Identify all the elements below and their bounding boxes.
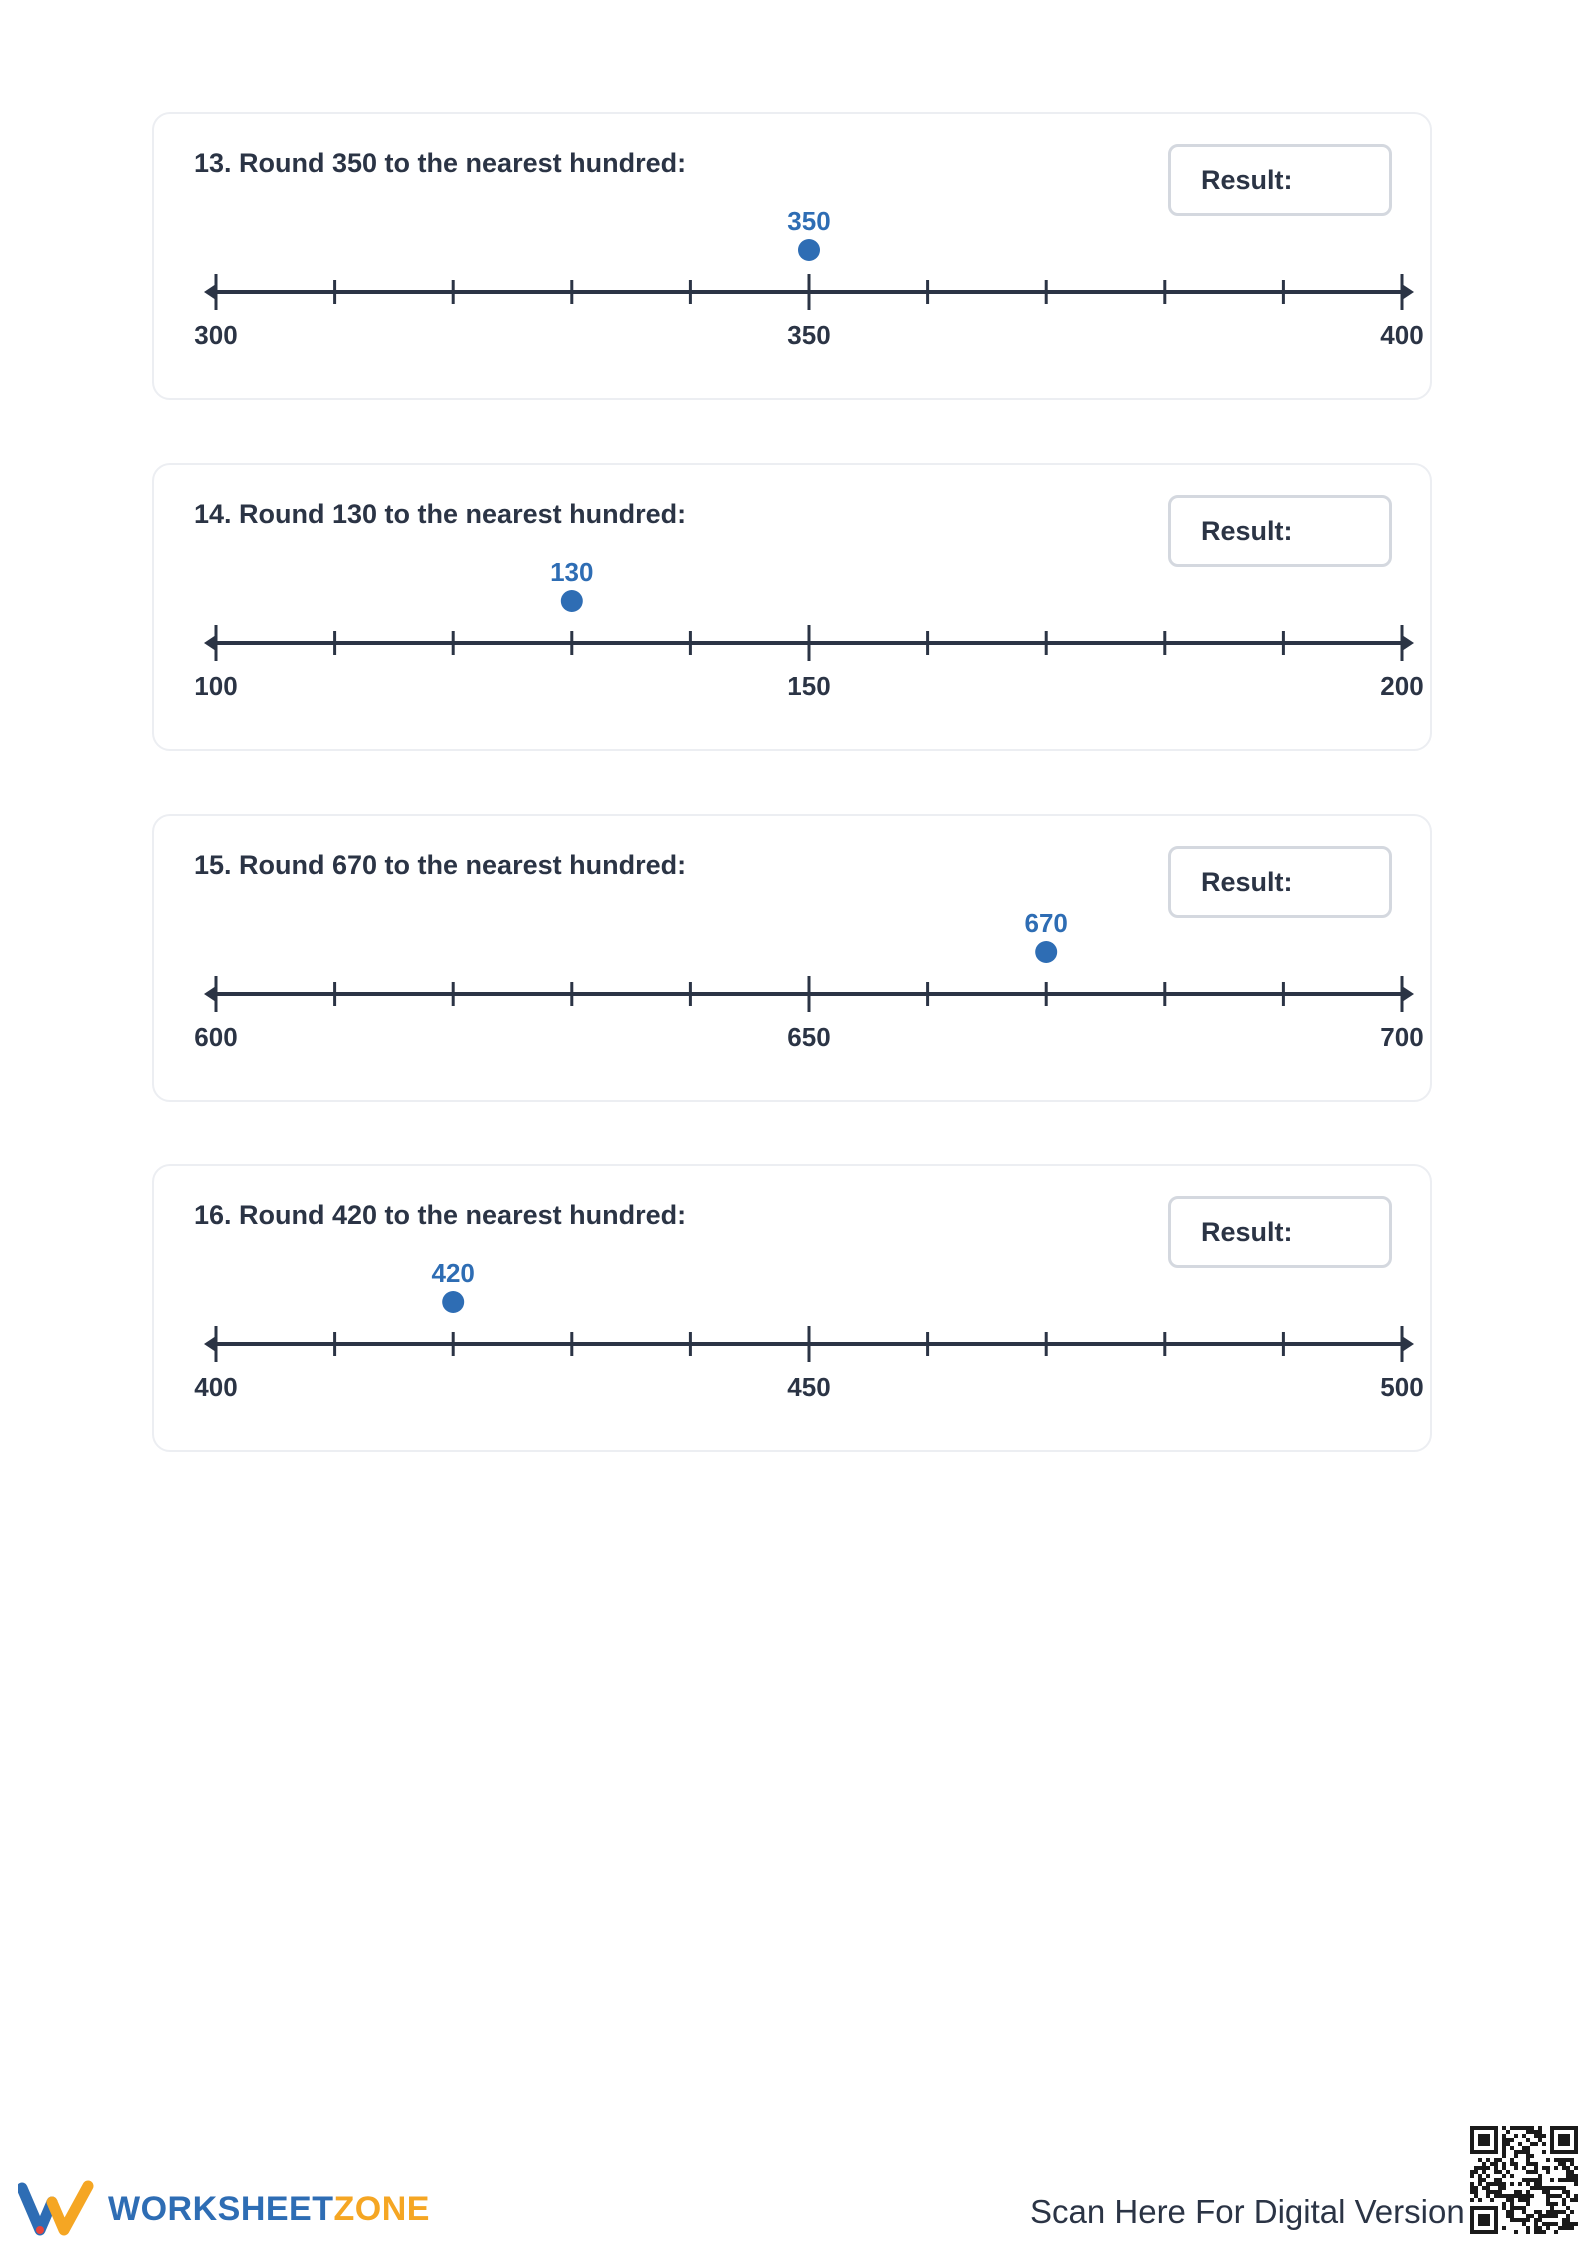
question-text: 13. Round 350 to the nearest hundred: [194, 148, 687, 178]
arrow-left-icon [204, 1336, 216, 1352]
arrow-left-icon [204, 284, 216, 300]
tick-label: 200 [1380, 671, 1424, 701]
value-point [1035, 941, 1057, 963]
number-line [154, 1166, 1434, 1454]
tick-label: 600 [194, 1022, 238, 1052]
tick-label: 100 [194, 671, 238, 701]
arrow-left-icon [204, 986, 216, 1002]
number-line [154, 465, 1434, 753]
value-point [561, 590, 583, 612]
result-label: Result: [1201, 867, 1293, 897]
question-text: 16. Round 420 to the nearest hundred: [194, 1200, 687, 1230]
tick-label: 650 [787, 1022, 831, 1052]
worksheetzone-logo-icon [18, 2180, 98, 2236]
arrow-right-icon [1402, 635, 1414, 651]
brand-name [108, 2190, 430, 2229]
problem-card-14 [152, 463, 1432, 751]
result-label: Result: [1201, 165, 1293, 195]
tick-label: 400 [1380, 320, 1424, 350]
brand-part-worksheet: WORKSHEET [108, 2190, 334, 2228]
question-text: 14. Round 130 to the nearest hundred: [194, 499, 687, 529]
problem-card-15 [152, 814, 1432, 1102]
value-point [442, 1291, 464, 1313]
brand-part-zone: ZONE [333, 2190, 430, 2228]
tick-label: 500 [1380, 1372, 1424, 1402]
value-point-label: 350 [787, 206, 831, 236]
arrow-right-icon [1402, 284, 1414, 300]
value-point-label: 130 [550, 557, 594, 587]
tick-label: 700 [1380, 1022, 1424, 1052]
worksheetzone-logo [18, 2180, 438, 2236]
result-label: Result: [1201, 1217, 1293, 1247]
qr-code-icon[interactable] [1470, 2126, 1578, 2234]
arrow-left-icon [204, 635, 216, 651]
tick-label: 350 [787, 320, 831, 350]
arrow-right-icon [1402, 1336, 1414, 1352]
tick-label: 150 [787, 671, 831, 701]
problem-card-16 [152, 1164, 1432, 1452]
value-point-label: 670 [1024, 908, 1068, 938]
number-line [154, 114, 1434, 402]
question-text: 15. Round 670 to the nearest hundred: [194, 850, 687, 880]
value-point-label: 420 [431, 1258, 475, 1288]
arrow-right-icon [1402, 986, 1414, 1002]
tick-label: 450 [787, 1372, 831, 1402]
number-line [154, 816, 1434, 1104]
result-label: Result: [1201, 516, 1293, 546]
scan-instruction-text: Scan Here For Digital Version [1030, 2193, 1465, 2230]
tick-label: 400 [194, 1372, 238, 1402]
problem-card-13 [152, 112, 1432, 400]
tick-label: 300 [194, 320, 238, 350]
value-point [798, 239, 820, 261]
